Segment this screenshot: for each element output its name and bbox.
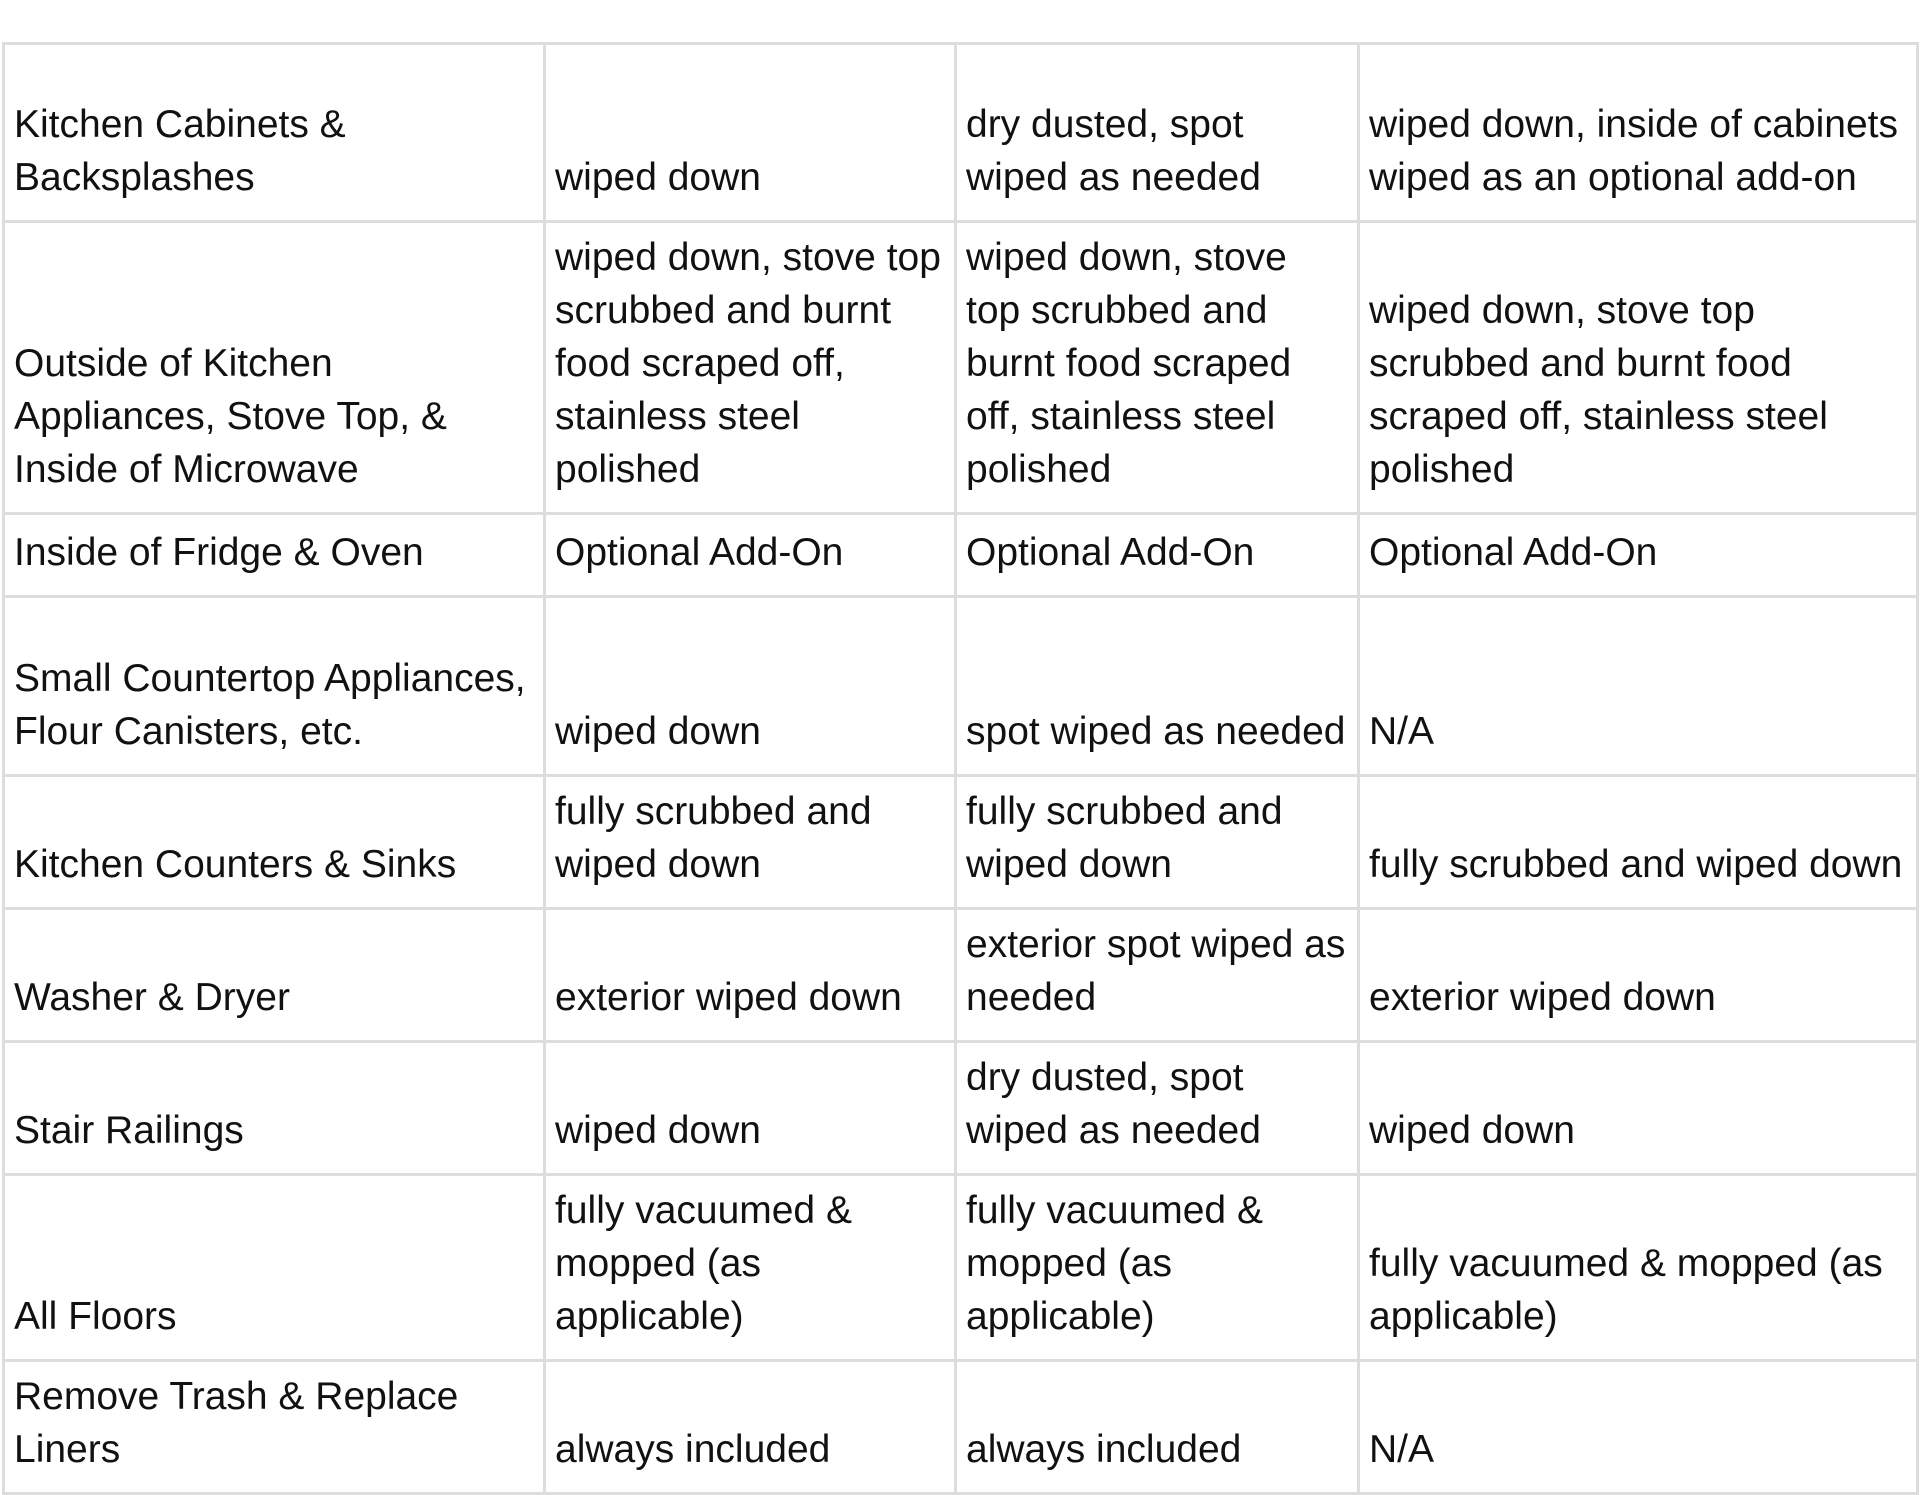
table-row	[4, 909, 1918, 1042]
feature-cell: All Floors	[4, 1175, 545, 1361]
feature-cell: Remove Trash & Replace Liners	[4, 1361, 545, 1494]
table-cell: wiped down, stove top scrubbed and burnt food scraped off, stainless steel polished	[1359, 222, 1918, 514]
table-row	[4, 222, 1918, 514]
table-cell: wiped down	[1359, 1042, 1918, 1175]
table-cell: exterior wiped down	[545, 909, 956, 1042]
table-cell: wiped down, inside of cabinets wiped as an optional add-on	[1359, 44, 1918, 222]
table-cell: Optional Add-On	[545, 514, 956, 597]
table-cell: wiped down	[545, 1042, 956, 1175]
table-cell: fully vacuumed & mopped (as applicable)	[1359, 1175, 1918, 1361]
table-cell: wiped down	[545, 597, 956, 776]
table-cell: fully scrubbed and wiped down	[545, 776, 956, 909]
table-cell: fully scrubbed and wiped down	[956, 776, 1359, 909]
table-cell: Optional Add-On	[1359, 514, 1918, 597]
table-row	[4, 1175, 1918, 1361]
table-cell: exterior spot wiped as needed	[956, 909, 1359, 1042]
feature-cell: Kitchen Counters & Sinks	[4, 776, 545, 909]
table-body	[4, 44, 1918, 1494]
table-cell: N/A	[1359, 597, 1918, 776]
feature-cell: Stair Railings	[4, 1042, 545, 1175]
table-cell: always included	[956, 1361, 1359, 1494]
service-comparison-table	[2, 42, 1919, 1495]
table-cell: wiped down, stove top scrubbed and burnt food scraped off, stainless steel polished	[545, 222, 956, 514]
table-cell: dry dusted, spot wiped as needed	[956, 44, 1359, 222]
table-row	[4, 1361, 1918, 1494]
table-cell: wiped down, stove top scrubbed and burnt food scraped off, stainless steel polished	[956, 222, 1359, 514]
table-cell: wiped down	[545, 44, 956, 222]
feature-cell: Washer & Dryer	[4, 909, 545, 1042]
table-row	[4, 1042, 1918, 1175]
table-row	[4, 597, 1918, 776]
feature-cell: Outside of Kitchen Appliances, Stove Top, & Inside of Microwave	[4, 222, 545, 514]
table-cell: fully scrubbed and wiped down	[1359, 776, 1918, 909]
table-cell: dry dusted, spot wiped as needed	[956, 1042, 1359, 1175]
table-cell: Optional Add-On	[956, 514, 1359, 597]
table-cell: always included	[545, 1361, 956, 1494]
feature-cell: Kitchen Cabinets & Backsplashes	[4, 44, 545, 222]
table-row	[4, 776, 1918, 909]
table-row	[4, 44, 1918, 222]
table-row	[4, 514, 1918, 597]
table-cell: exterior wiped down	[1359, 909, 1918, 1042]
table-cell: spot wiped as needed	[956, 597, 1359, 776]
table-cell: N/A	[1359, 1361, 1918, 1494]
feature-cell: Inside of Fridge & Oven	[4, 514, 545, 597]
feature-cell: Small Countertop Appliances, Flour Canisters, etc.	[4, 597, 545, 776]
table-cell: fully vacuumed & mopped (as applicable)	[545, 1175, 956, 1361]
table-cell: fully vacuumed & mopped (as applicable)	[956, 1175, 1359, 1361]
